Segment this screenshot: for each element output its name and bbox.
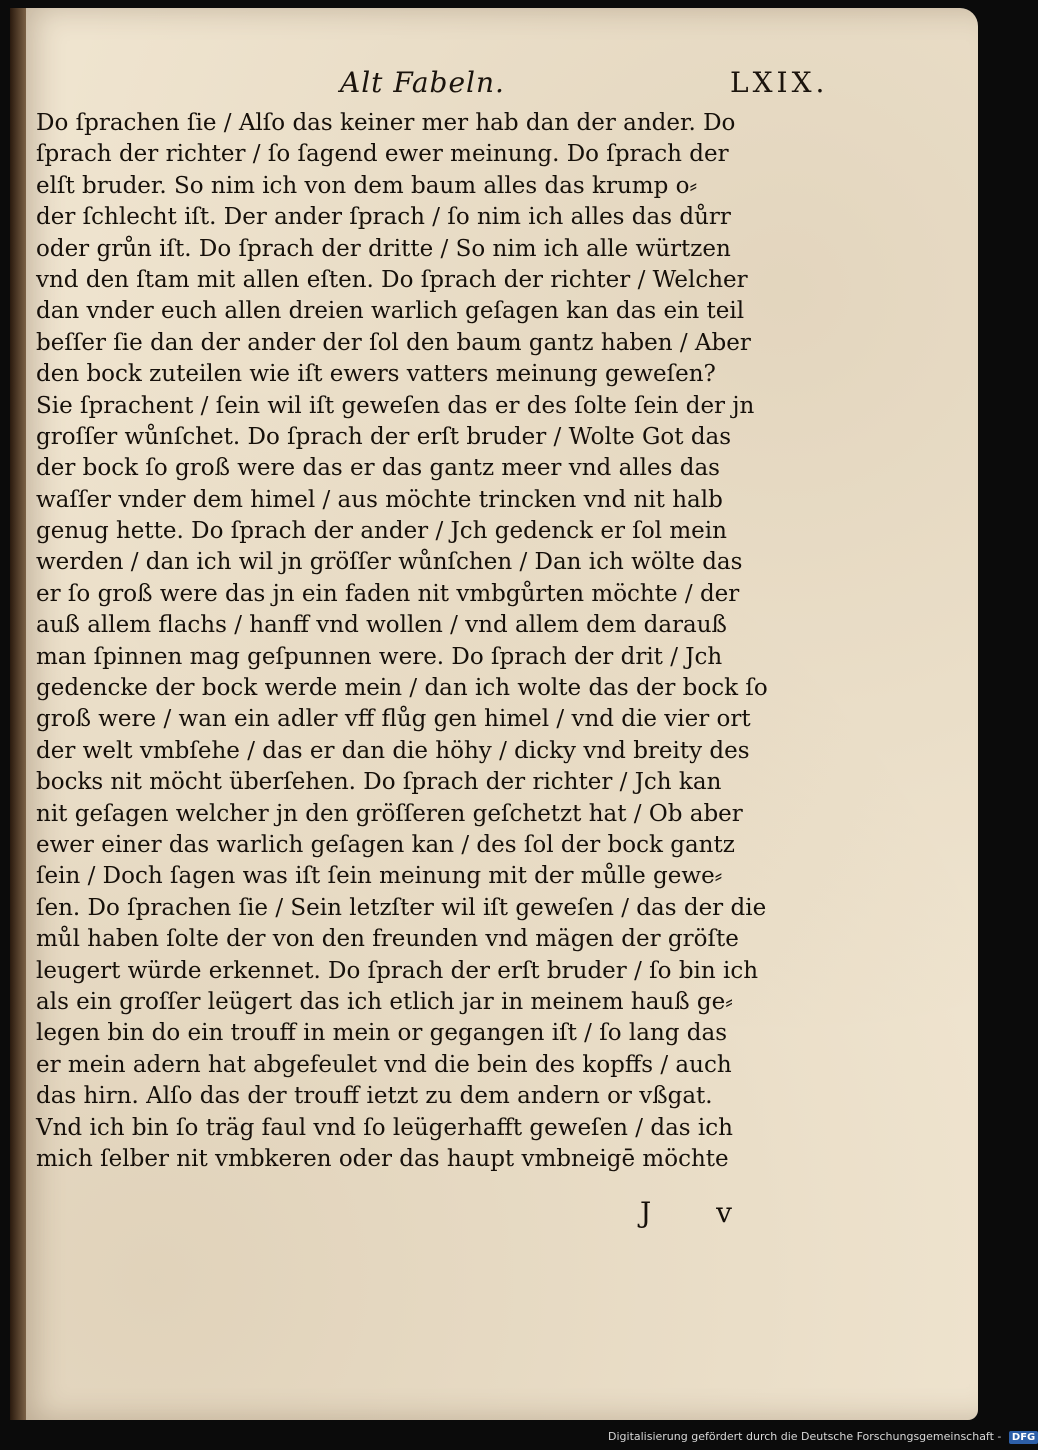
text-line: den bock zuteilen wie iſt ewers vatters meinung geweſen?: [36, 361, 716, 388]
digitization-credit: [608, 1430, 1038, 1444]
text-line: genug hette. Do ſprach der ander / Jch gedenck er ſol mein: [36, 518, 727, 545]
text-line: ewer einer das warlich geſagen kan / des ſol der bock gantz: [36, 831, 735, 858]
text-line: mich ſelber nit vmbkeren oder das haupt vmbneigē möchte: [36, 1145, 729, 1172]
text-line: bocks nit möcht überſehen. Do ſprach der richter / Jch kan: [36, 769, 722, 796]
book-page: [10, 8, 978, 1420]
text-line: das hirn. Alſo das der trouff ietzt zu dem andern or vßgat.: [36, 1083, 713, 1110]
text-line: elſt bruder. So nim ich von dem baum alles das krump o⸗: [36, 172, 698, 199]
text-line: oder grůn iſt. Do ſprach der dritte / So nim ich alle würtzen: [36, 235, 731, 262]
text-line: Sie ſprachent / ſein wil iſt geweſen das er des ſolte ſein der jn: [36, 392, 755, 419]
text-line: Do ſprachen ſie / Alſo das keiner mer hab dan der ander. Do: [36, 110, 736, 136]
text-line: dan vnder euch allen dreien warlich geſagen kan das ein teil: [36, 298, 745, 325]
text-line: groß were / wan ein adler vff flůg gen himel / vnd die vier ort: [36, 706, 751, 733]
text-line: gedencke der bock werde mein / dan ich wolte das der bock ſo: [36, 675, 768, 702]
text-line: werden / dan ich wil jn gröſſer wůnſchen / Dan ich wölte das: [36, 549, 743, 576]
text-line: der bock ſo groß were das er das gantz meer vnd alles das: [36, 455, 720, 482]
text-line: als ein groſſer leügert das ich etlich jar in meinem hauß ge⸗: [36, 988, 733, 1015]
text-line: beſſer ſie dan der ander der ſol den baum gantz haben / Aber: [36, 329, 751, 356]
text-line: legen bin do ein trouff in mein or gegangen iſt / ſo lang das: [36, 1020, 728, 1047]
text-line: ſprach der richter / ſo ſagend ewer meinung. Do ſprach der: [36, 141, 729, 168]
page-header: [10, 66, 978, 106]
body-text: [36, 108, 836, 1175]
dfg-logo: DFG: [1009, 1431, 1038, 1444]
text-line: leugert würde erkennet. Do ſprach der erſt bruder / ſo bin ich: [36, 957, 759, 984]
text-line: er mein adern hat abgefeulet vnd die bein des kopffs / auch: [36, 1051, 732, 1078]
page-gutter-shadow: [10, 8, 26, 1420]
text-line: der ſchlecht iſt. Der ander ſprach / ſo nim ich alles das důrr: [36, 204, 731, 231]
text-line: ſen. Do ſprachen ſie / Sein letzſter wil iſt geweſen / das der die: [36, 894, 767, 921]
credit-text: Digitalisierung gefördert durch die Deutsche Forschungsgemeinschaft -: [608, 1430, 1002, 1443]
text-line: auß allem flachs / hanff vnd wollen / vnd allem dem darauß: [36, 612, 727, 639]
text-line: waſſer vnder dem himel / aus möchte trincken vnd nit halb: [36, 486, 723, 513]
text-line: nit geſagen welcher jn den gröſſeren geſchetzt hat / Ob aber: [36, 800, 743, 827]
text-line: der welt vmbſehe / das er dan die höhy / dicky vnd breity des: [36, 737, 750, 764]
text-line: er ſo groß were das jn ein faden nit vmbgůrten möchte / der: [36, 580, 740, 607]
signature-mark: J v: [640, 1196, 760, 1229]
running-title: Alt Fabeln.: [340, 66, 505, 99]
folio-number: LXIX.: [730, 66, 829, 99]
text-line: ſein / Doch ſagen was iſt ſein meinung mit der můlle gewe⸗: [36, 863, 723, 890]
text-line: vnd den ſtam mit allen eſten. Do ſprach der richter / Welcher: [36, 266, 748, 293]
text-line: groſſer wůnſchet. Do ſprach der erſt bruder / Wolte Got das: [36, 423, 732, 450]
text-line: můl haben ſolte der von den freunden vnd mägen der gröſte: [36, 926, 739, 953]
text-line: man ſpinnen mag geſpunnen were. Do ſprach der drit / Jch: [36, 643, 723, 670]
text-line: Vnd ich bin ſo träg faul vnd ſo leügerhafft geweſen / das ich: [36, 1114, 733, 1141]
